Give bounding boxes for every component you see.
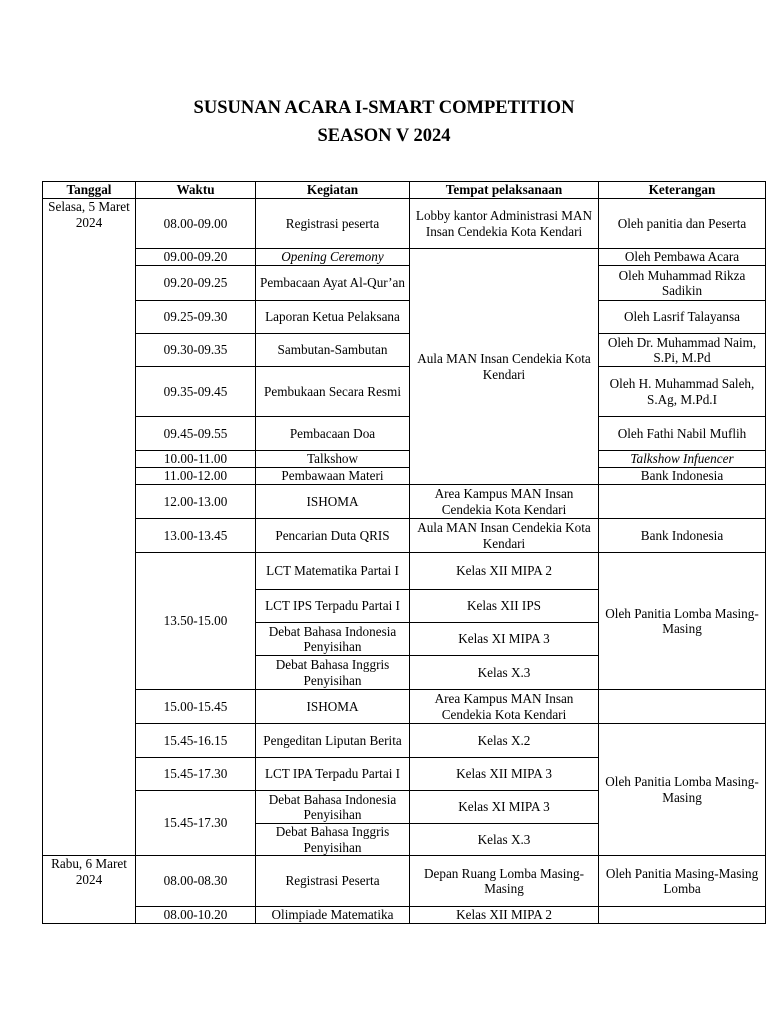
activity-cell: Talkshow	[256, 451, 410, 468]
time-cell: 15.45-17.30	[136, 791, 256, 856]
note-cell: Oleh H. Muhammad Saleh, S.Ag, M.Pd.I	[599, 367, 766, 417]
venue-cell: Depan Ruang Lomba Masing-Masing	[410, 856, 599, 907]
activity-cell: Registrasi Peserta	[256, 856, 410, 907]
table-row	[43, 451, 766, 468]
note-cell	[599, 485, 766, 519]
time-cell: 09.45-09.55	[136, 417, 256, 451]
activity-cell: Pembawaan Materi	[256, 468, 410, 485]
table-header-row	[43, 182, 766, 199]
note-cell: Oleh Pembawa Acara	[599, 249, 766, 266]
activity-cell: Debat Bahasa Indonesia Penyisihan	[256, 623, 410, 656]
note-cell: Oleh Lasrif Talayansa	[599, 301, 766, 334]
header-tanggal: Tanggal	[43, 182, 136, 199]
venue-cell: Kelas XI MIPA 3	[410, 791, 599, 824]
time-cell: 15.00-15.45	[136, 690, 256, 724]
table-row	[43, 266, 766, 301]
header-keterangan: Keterangan	[599, 182, 766, 199]
activity-cell: Olimpiade Matematika	[256, 907, 410, 924]
table-row	[43, 417, 766, 451]
title-line-2: SEASON V 2024	[317, 126, 451, 146]
activity-cell: LCT IPA Terpadu Partai I	[256, 758, 410, 791]
document-title	[0, 94, 768, 150]
table-row	[43, 367, 766, 417]
activity-cell: Pencarian Duta QRIS	[256, 519, 410, 553]
table-row	[43, 856, 766, 907]
note-cell: Bank Indonesia	[599, 519, 766, 553]
schedule-table	[42, 181, 766, 924]
time-cell: 09.35-09.45	[136, 367, 256, 417]
title-line-1: SUSUNAN ACARA I-SMART COMPETITION	[193, 98, 575, 118]
header-waktu: Waktu	[136, 182, 256, 199]
table-row	[43, 519, 766, 553]
venue-cell: Lobby kantor Administrasi MAN Insan Cendekia Kota Kendari	[410, 199, 599, 249]
time-cell: 15.45-17.30	[136, 758, 256, 791]
time-cell: 08.00-10.20	[136, 907, 256, 924]
venue-cell: Kelas XII IPS	[410, 590, 599, 623]
venue-cell: Kelas X.3	[410, 656, 599, 690]
table-row	[43, 690, 766, 724]
activity-cell: Laporan Ketua Pelaksana	[256, 301, 410, 334]
time-cell: 13.00-13.45	[136, 519, 256, 553]
table-row	[43, 249, 766, 266]
time-cell: 09.20-09.25	[136, 266, 256, 301]
venue-cell: Area Kampus MAN Insan Cendekia Kota Kendari	[410, 690, 599, 724]
venue-cell: Kelas XII MIPA 3	[410, 758, 599, 791]
header-kegiatan: Kegiatan	[256, 182, 410, 199]
activity-cell: Debat Bahasa Inggris Penyisihan	[256, 656, 410, 690]
note-cell: Oleh Muhammad Rikza Sadikin	[599, 266, 766, 301]
table-row	[43, 724, 766, 758]
time-cell: 08.00-08.30	[136, 856, 256, 907]
time-cell: 09.30-09.35	[136, 334, 256, 367]
note-cell	[599, 690, 766, 724]
note-cell: Talkshow Infuencer	[599, 451, 766, 468]
table-row	[43, 553, 766, 590]
table-row	[43, 199, 766, 249]
note-cell: Bank Indonesia	[599, 468, 766, 485]
note-cell: Oleh Panitia Masing-Masing Lomba	[599, 856, 766, 907]
activity-cell: Pembukaan Secara Resmi	[256, 367, 410, 417]
note-cell: Oleh panitia dan Peserta	[599, 199, 766, 249]
venue-cell: Aula MAN Insan Cendekia Kota Kendari	[410, 519, 599, 553]
activity-cell: Debat Bahasa Inggris Penyisihan	[256, 824, 410, 856]
activity-cell: ISHOMA	[256, 690, 410, 724]
venue-cell: Kelas X.2	[410, 724, 599, 758]
table-row	[43, 485, 766, 519]
activity-cell: Sambutan-Sambutan	[256, 334, 410, 367]
date-cell: Rabu, 6 Maret 2024	[43, 856, 136, 924]
venue-cell: Kelas XII MIPA 2	[410, 553, 599, 590]
time-cell: 15.45-16.15	[136, 724, 256, 758]
time-cell: 12.00-13.00	[136, 485, 256, 519]
activity-cell: Opening Ceremony	[256, 249, 410, 266]
venue-cell: Kelas X.3	[410, 824, 599, 856]
note-cell: Oleh Panitia Lomba Masing-Masing	[599, 553, 766, 690]
note-cell: Oleh Dr. Muhammad Naim, S.Pi, M.Pd	[599, 334, 766, 367]
table-row	[43, 907, 766, 924]
time-cell: 09.00-09.20	[136, 249, 256, 266]
activity-cell: Registrasi peserta	[256, 199, 410, 249]
header-tempat: Tempat pelaksanaan	[410, 182, 599, 199]
activity-cell: Pembacaan Ayat Al-Qur’an	[256, 266, 410, 301]
time-cell: 13.50-15.00	[136, 553, 256, 690]
activity-cell: LCT Matematika Partai I	[256, 553, 410, 590]
activity-cell: Debat Bahasa Indonesia Penyisihan	[256, 791, 410, 824]
activity-cell: Pengeditan Liputan Berita	[256, 724, 410, 758]
venue-cell: Aula MAN Insan Cendekia Kota Kendari	[410, 249, 599, 485]
activity-cell: Pembacaan Doa	[256, 417, 410, 451]
venue-cell: Area Kampus MAN Insan Cendekia Kota Kendari	[410, 485, 599, 519]
venue-cell: Kelas XII MIPA 2	[410, 907, 599, 924]
time-cell: 08.00-09.00	[136, 199, 256, 249]
time-cell: 09.25-09.30	[136, 301, 256, 334]
table-row	[43, 468, 766, 485]
date-cell: Selasa, 5 Maret 2024	[43, 199, 136, 856]
note-cell: Oleh Panitia Lomba Masing-Masing	[599, 724, 766, 856]
time-cell: 11.00-12.00	[136, 468, 256, 485]
activity-cell: LCT IPS Terpadu Partai I	[256, 590, 410, 623]
activity-cell: ISHOMA	[256, 485, 410, 519]
time-cell: 10.00-11.00	[136, 451, 256, 468]
venue-cell: Kelas XI MIPA 3	[410, 623, 599, 656]
note-cell	[599, 907, 766, 924]
note-cell: Oleh Fathi Nabil Muflih	[599, 417, 766, 451]
table-row	[43, 301, 766, 334]
table-row	[43, 334, 766, 367]
